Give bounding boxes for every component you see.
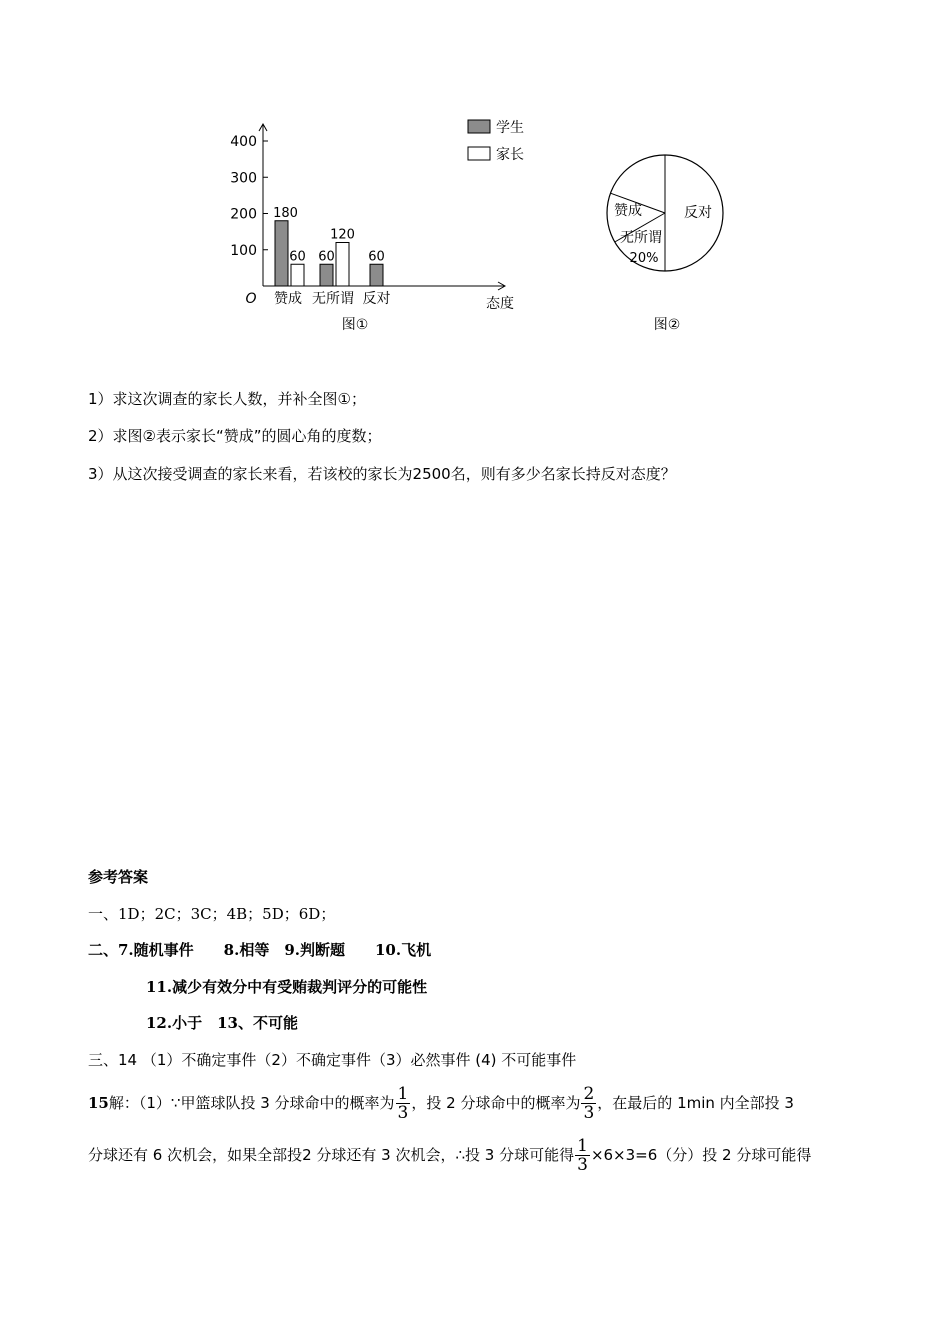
y-tick-label: 300 (230, 170, 257, 187)
answer-15-text-5: ×6×3=6（分）投 2 分球可能得 (590, 1146, 812, 1164)
answer-15-label: 15 (88, 1094, 109, 1112)
y-tick-label: 100 (230, 242, 257, 259)
bar-chart (200, 110, 540, 340)
pie-slice-percent: 20% (629, 251, 659, 266)
answers-line-3: 11.减少有效分中有受贿裁判评分的可能性 (146, 978, 428, 996)
bar-data-label: 60 (289, 249, 306, 265)
legend-label: 学生 (496, 120, 524, 136)
answers-line-1: 一、1D；2C；3C；4B；5D；6D； (88, 905, 336, 923)
pie-slice-label: 反对 (684, 205, 712, 221)
fraction-3: $\frac{1}{3}$ (577, 1136, 588, 1175)
pie-plot-area (607, 155, 723, 333)
answers-line-2: 二、7.随机事件 8.相等 9.判断题 10.飞机 (88, 941, 432, 959)
question-1: 1）求这次调查的家长人数，并补全图①； (88, 390, 366, 408)
question-2: 2）求图②表示家长“赞成”的圆心角的度数； (88, 427, 382, 445)
answer-15-text-4: 分球还有 6 次机会，如果全部投2 分球还有 3 次机会，∴投 3 分球可能得 (88, 1146, 575, 1164)
question-3: 3）从这次接受调查的家长来看，若该校的家长为2500名，则有多少名家长持反对态度？ (88, 465, 676, 483)
bar (291, 264, 304, 286)
bar-data-label: 180 (273, 205, 298, 221)
bar (275, 221, 288, 286)
answers-heading: 参考答案 (88, 868, 149, 886)
x-category-label: 赞成 (274, 291, 302, 307)
fraction-2: $\frac{2}{3}$ (583, 1084, 595, 1123)
bar (370, 264, 383, 286)
pie-slice-label: 赞成 (614, 203, 642, 219)
y-tick-label: 400 (230, 134, 257, 150)
pie-slice-label: 无所谓 (620, 230, 662, 246)
origin-label: O (245, 291, 257, 307)
x-category-label: 反对 (362, 291, 391, 307)
chart-title: 图② (653, 317, 681, 333)
legend-label: 家长 (496, 147, 524, 163)
bar-data-label: 120 (330, 227, 355, 243)
answer-15-line-1 (88, 1083, 794, 1123)
pie-chart (595, 145, 735, 335)
bar (320, 264, 333, 286)
answers-line-5: 三、14 （1）不确定事件（2）不确定事件（3）必然事件 (4) 不可能事件 (88, 1051, 577, 1069)
answer-15-text-1: 解：（1）∵甲篮球队投 3 分球命中的概率为 (108, 1094, 395, 1112)
bar-data-label: 60 (368, 249, 385, 265)
x-axis-label: 态度 (486, 296, 514, 312)
bar (336, 243, 349, 287)
bar-data-label: 60 (318, 249, 335, 265)
answer-15-text-2: ，投 2 分球命中的概率为 (411, 1094, 581, 1112)
chart-title: 图① (341, 317, 369, 333)
y-tick-label: 200 (230, 206, 257, 223)
bar-plot-area (230, 119, 524, 333)
legend-swatch (468, 147, 490, 160)
answer-15-line-2 (88, 1135, 811, 1175)
answer-15-text-3: ，在最后的 1min 内全部投 3 (597, 1094, 794, 1112)
x-category-label: 无所谓 (312, 291, 354, 307)
answers-line-4: 12.小于 13、不可能 (146, 1014, 298, 1032)
legend-swatch (468, 120, 490, 133)
fraction-1: $\frac{1}{3}$ (397, 1084, 409, 1123)
